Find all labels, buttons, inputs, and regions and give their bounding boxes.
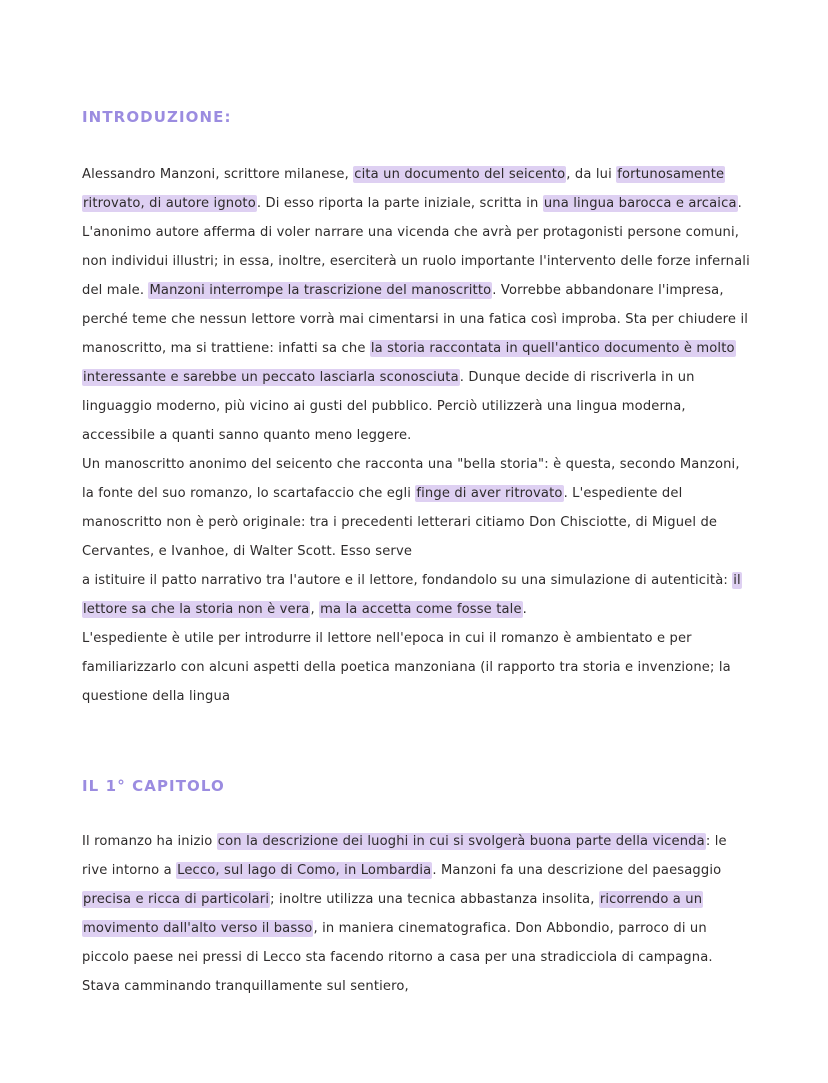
capitolo-1-body — [82, 827, 750, 1001]
highlighted-text: con la descrizione dei luoghi in cui si svolgerà buona parte della vicenda — [217, 834, 705, 849]
paragraph: L'espediente è utile per introdurre il lettore nell'epoca in cui il romanzo è ambientato e per familiarizzarlo con alcuni aspetti della poetica manzoniana (il rapporto tra storia e invenzione; la questione della lingua — [82, 631, 731, 704]
paragraph: a istituire il patto narrativo tra l'autore e il lettore, fondandolo su una simulazione di autenticità: il lettore sa che la storia non è vera, ma la accetta come fosse tale. — [82, 573, 741, 617]
section-spacer — [82, 711, 750, 777]
section-heading-introduzione: INTRODUZIONE: — [82, 108, 232, 126]
highlighted-text: ma la accetta come fosse tale — [320, 602, 522, 617]
paragraph: Alessandro Manzoni, scrittore milanese, cita un documento del seicento, da lui fortunosamente ritrovato, di autore ignoto. Di esso riporta la parte iniziale, scritta in una lingua barocca e arcaica. L'anonimo autore afferma di voler narrare una vicenda che avrà per protagonisti persone comuni, non individui illustri; in essa, inoltre, eserciterà un ruolo importante l'intervento delle forze infernali del male. Manzoni interrompe la trascrizione del manoscritto. Vorrebbe abbandonare l'impresa, perché teme che nessun lettore vorrà mai cimentarsi in una fatica così improba. Sta per chiudere il manoscritto, ma si trattiene: infatti sa che la storia raccontata in quell'antico documento è molto interessante e sarebbe un peccato lasciarla sconosciuta. Dunque decide di riscriverla in un linguaggio moderno, più vicino ai gusti del pubblico. Perciò utilizzerà una lingua moderna, accessibile a quanti sanno quanto meno leggere. — [82, 167, 750, 443]
paragraph: Un manoscritto anonimo del seicento che racconta una "bella storia": è questa, secondo Manzoni, la fonte del suo romanzo, lo scartafaccio che egli finge di aver ritrovato. L'espediente del manoscritto non è però originale: tra i precedenti letterari citiamo Don Chisciotte, di Miguel de Cervantes, e Ivanhoe, di Walter Scott. Esso serve — [82, 457, 740, 559]
highlighted-text: ricorrendo a un movimento dall'alto verso il basso — [83, 892, 703, 936]
highlighted-text: Manzoni interrompe la trascrizione del manoscritto — [149, 283, 492, 298]
highlighted-text: Lecco, sul lago di Como, in Lombardia — [177, 863, 432, 878]
introduzione-body — [82, 160, 750, 711]
highlighted-text: precisa e ricca di particolari — [83, 892, 270, 907]
highlighted-text: il lettore sa che la storia non è vera — [83, 573, 741, 617]
highlighted-text: una lingua barocca e arcaica — [543, 196, 737, 211]
paragraph: Il romanzo ha inizio con la descrizione dei luoghi in cui si svolgerà buona parte della vicenda: le rive intorno a Lecco, sul lago di Como, in Lombardia. Manzoni fa una descrizione del paesaggio precisa e ricca di particolari; inoltre utilizza una tecnica abbastanza insolita, ricorrendo a un movimento dall'alto verso il basso, in maniera cinematografica. Don Abbondio, parroco di un piccolo paese nei pressi di Lecco sta facendo ritorno a casa per una stradicciola di campagna. Stava camminando tranquillamente sul sentiero, — [82, 834, 727, 994]
highlighted-text: cita un documento del seicento — [354, 167, 566, 182]
highlighted-text: fortunosamente ritrovato, di autore ignoto — [83, 167, 725, 211]
section-heading-capitolo-1: IL 1° CAPITOLO — [82, 777, 225, 795]
highlighted-text: finge di aver ritrovato — [416, 486, 563, 501]
highlighted-text: la storia raccontata in quell'antico documento è molto interessante e sarebbe un peccato lasciarla sconosciuta — [83, 341, 735, 385]
